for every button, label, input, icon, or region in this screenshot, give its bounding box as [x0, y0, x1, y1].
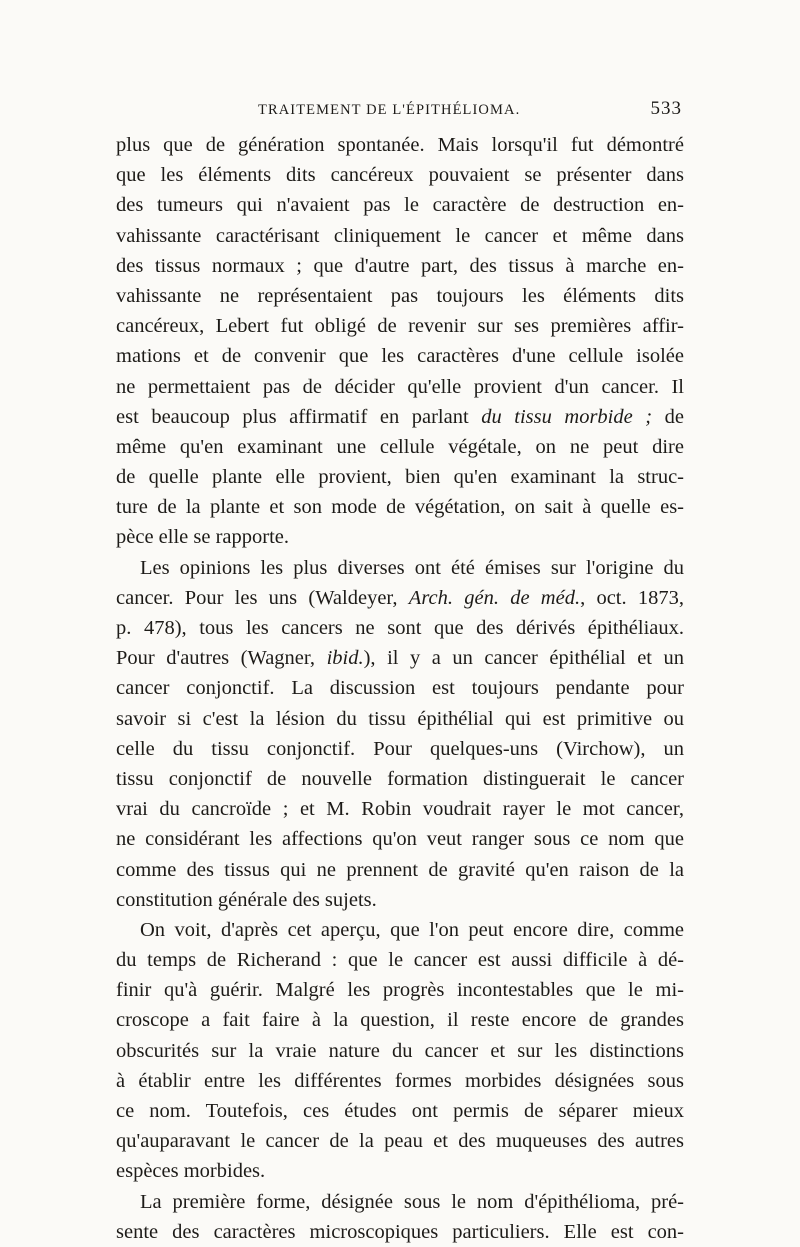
- text-line: des tumeurs qui n'avaient pas le caractère de destruction en-: [116, 194, 684, 217]
- text-line: cancer conjonctif. La discussion est toujours pendante pour: [116, 677, 684, 700]
- page-header: [116, 96, 682, 124]
- body-text: [116, 130, 684, 1247]
- text-line: [116, 643, 684, 673]
- text-line: ne permettaient pas de décider qu'elle provient d'un cancer. Il: [116, 375, 684, 398]
- text-line: ne considérant les affections qu'on veut ranger sous ce nom que: [116, 828, 684, 851]
- text-line: pèce elle se rapporte.: [116, 526, 290, 549]
- text-segment: cancer. Pour les uns (Waldeyer,: [116, 586, 409, 609]
- text-line: des tissus normaux ; que d'autre part, des tissus à marche en-: [116, 254, 684, 277]
- text-line: comme des tissus qui ne prennent de gravité qu'en raison de la: [116, 858, 684, 881]
- text-line: croscope a fait faire à la question, il reste encore de grandes: [116, 1009, 684, 1032]
- italic-citation: du tissu morbide ;: [481, 405, 653, 428]
- text-line: La première forme, désignée sous le nom d'épithélioma, pré-: [140, 1190, 684, 1213]
- text-line: vahissante ne représentaient pas toujours les éléments dits: [116, 284, 684, 307]
- text-line: savoir si c'est la lésion du tissu épithélial qui est primitive ou: [116, 707, 684, 730]
- text-line: [116, 583, 684, 613]
- text-line: celle du tissu conjonctif. Pour quelques-uns (Virchow), un: [116, 737, 684, 760]
- text-line: Les opinions les plus diverses ont été émises sur l'origine du: [140, 556, 684, 579]
- text-line: de quelle plante elle provient, bien qu'en examinant la struc-: [116, 466, 684, 489]
- text-line: obscurités sur la vraie nature du cancer et sur les distinctions: [116, 1039, 684, 1062]
- italic-citation: ibid.: [326, 647, 364, 670]
- running-head: TRAITEMENT DE L'ÉPITHÉLIOMA.: [258, 102, 521, 118]
- text-line: finir qu'à guérir. Malgré les progrès incontestables que le mi-: [116, 979, 684, 1002]
- text-line: cancéreux, Lebert fut obligé de revenir sur ses premières affir-: [116, 315, 684, 338]
- text-segment: , oct. 1873,: [580, 586, 684, 609]
- text-line: vahissante caractérisant cliniquement le cancer et même dans: [116, 224, 684, 247]
- text-line: p. 478), tous les cancers ne sont que des dérivés épithéliaux.: [116, 617, 684, 639]
- page-number: 533: [650, 98, 682, 119]
- text-segment: de: [652, 405, 684, 428]
- text-line: ture de la plante et son mode de végétation, on sait à quelle es-: [116, 496, 684, 519]
- text-segment: Pour d'autres (Wagner,: [116, 647, 327, 670]
- text-line: à établir entre les différentes formes morbides désignées sous: [116, 1069, 684, 1092]
- text-line: [116, 402, 684, 432]
- text-segment: ), il y a un cancer épithélial et un: [363, 647, 685, 670]
- text-line: vrai du cancroïde ; et M. Robin voudrait rayer le mot cancer,: [116, 798, 684, 821]
- text-line: On voit, d'après cet aperçu, que l'on peut encore dire, comme: [140, 918, 684, 941]
- text-line: mations et de convenir que les caractères d'une cellule isolée: [116, 345, 684, 368]
- text-line: espèces morbides.: [116, 1160, 266, 1183]
- text-line: même qu'en examinant une cellule végétale, on ne peut dire: [116, 435, 684, 458]
- text-line: constitution générale des sujets.: [116, 888, 377, 911]
- text-line: sente des caractères microscopiques particuliers. Elle est con-: [116, 1220, 684, 1243]
- text-line: du temps de Richerand : que le cancer est aussi difficile à dé-: [116, 949, 684, 972]
- text-line: plus que de génération spontanée. Mais lorsqu'il fut démontré: [116, 134, 684, 156]
- text-line: qu'auparavant le cancer de la peau et des muqueuses des autres: [116, 1130, 684, 1153]
- text-line: ce nom. Toutefois, ces études ont permis de séparer mieux: [116, 1100, 684, 1122]
- text-line: tissu conjonctif de nouvelle formation distinguerait le cancer: [116, 767, 684, 790]
- italic-citation: Arch. gén. de méd.: [408, 586, 581, 609]
- text-line: que les éléments dits cancéreux pouvaient se présenter dans: [116, 164, 684, 187]
- text-segment: est beaucoup plus affirmatif en parlant: [116, 405, 482, 428]
